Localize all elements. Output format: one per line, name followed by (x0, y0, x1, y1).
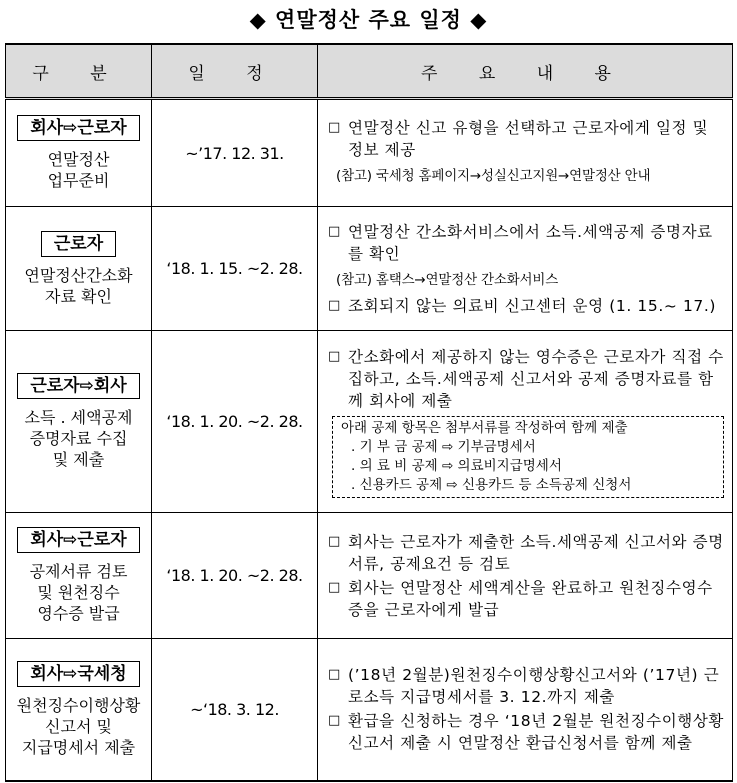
category-line: 증명자료 수집 (29, 429, 128, 448)
date-cell: ‘18. 1. 20. ~2. 28. (152, 331, 318, 513)
table-row (6, 513, 733, 639)
content-cell (318, 99, 733, 207)
category-line: 원천징수이행상황 (16, 695, 141, 715)
checkbox-bullet-icon: □ (328, 713, 341, 729)
list-item: □ (’18년 2월분)원천징수이행상황신고서와 (’17년) 근로소득 지급명세서를 3. 12.까지 제출 (328, 666, 720, 707)
list-item: □ 연말정산 간소화서비스에서 소득.세액공제 증명자료를 확인 (328, 222, 713, 263)
checkbox-bullet-icon: □ (328, 348, 341, 364)
content-cell (318, 639, 733, 781)
actor-tag: 회사⇨근로자 (17, 115, 139, 141)
category-line: 자료 확인 (45, 286, 112, 306)
category-cell (6, 331, 152, 513)
page-title: ◆ 연말정산 주요 일정 ◆ (249, 8, 488, 32)
category-line: 소득 . 세액공제 (24, 408, 133, 427)
checkbox-bullet-icon: □ (328, 579, 341, 595)
reference-note: (참고) 국세청 홈페이지→성실신고지원→연말정산 안내 (336, 168, 651, 184)
attachment-lead: 아래 공제 항목은 첨부서류를 작성하여 함께 제출 (341, 419, 628, 436)
actor-tag: 회사⇨근로자 (17, 527, 139, 553)
reference-note: (참고) 홈택스→연말정산 간소화서비스 (336, 271, 559, 288)
category-line: 및 원천징수 (37, 583, 120, 602)
actor-tag: 근로자 (41, 231, 116, 257)
checkbox-bullet-icon: □ (328, 223, 341, 239)
header-content: 주 요 내 용 (318, 44, 733, 99)
date-cell: ‘18. 1. 20. ~2. 28. (152, 513, 318, 639)
attachment-box (332, 416, 724, 498)
category-line: 연말정산 (47, 150, 110, 169)
category-cell (6, 207, 152, 331)
date-cell: ~’17. 12. 31. (152, 99, 318, 207)
table-row (6, 99, 733, 207)
category-cell (6, 639, 152, 781)
attachment-line: . 기 부 금 공제 ⇨ 기부금명세서 (351, 438, 536, 455)
schedule-table (5, 43, 733, 782)
table-row (6, 207, 733, 331)
list-item: □ 간소화에서 제공하지 않는 영수증은 근로자가 직접 수집하고, 소득.세액공제 신고서와 공제 증명자료를 함께 회사에 제출 (328, 347, 724, 410)
category-line: 업무준비 (47, 171, 110, 190)
table-row (6, 331, 733, 513)
actor-tag: 회사⇨국세청 (17, 661, 139, 687)
category-line: 영수증 발급 (37, 604, 120, 623)
table-header-row (6, 44, 733, 99)
category-line: 공제서류 검토 (29, 562, 128, 581)
checkbox-bullet-icon: □ (328, 120, 341, 135)
checkbox-bullet-icon: □ (328, 667, 341, 683)
category-cell (6, 99, 152, 207)
category-line: 지급명세서 제출 (21, 737, 136, 757)
attachment-line: . 의 료 비 공제 ⇨ 의료비지급명세서 (351, 457, 562, 474)
attachment-line: . 신용카드 공제 ⇨ 신용카드 등 소득공제 신청서 (351, 476, 632, 493)
category-line: 및 제출 (52, 450, 105, 469)
category-line: 신고서 및 (45, 716, 112, 736)
category-line: 연말정산간소화 (24, 265, 133, 285)
list-item: □ 회사는 근로자가 제출한 소득.세액공제 신고서와 증명서류, 공제요건 등 검토 (328, 532, 724, 573)
content-cell (318, 513, 733, 639)
checkbox-bullet-icon: □ (328, 297, 341, 313)
category-cell (6, 513, 152, 639)
date-cell: ~‘18. 3. 12. (152, 639, 318, 781)
table-row (6, 639, 733, 781)
actor-tag: 근로자⇨회사 (17, 373, 139, 399)
list-item: □ 회사는 연말정산 세액계산을 완료하고 원천징수영수증을 근로자에게 발급 (328, 578, 713, 619)
date-cell: ‘18. 1. 15. ~2. 28. (152, 207, 318, 331)
header-category: 구 분 (6, 44, 152, 99)
list-item: □ 연말정산 신고 유형을 선택하고 근로자에게 일정 및 정보 제공 (328, 119, 709, 159)
list-item: □ 조회되지 않는 의료비 신고센터 운영 (1. 15.~ 17.) (328, 296, 717, 315)
content-cell (318, 207, 733, 331)
list-item: □ 환급을 신청하는 경우 ‘18년 2월분 원천징수이행상황신고서 제출 시 연말정산 환급신청서를 함께 제출 (328, 712, 725, 753)
content-cell (318, 331, 733, 513)
header-schedule: 일 정 (152, 44, 318, 99)
checkbox-bullet-icon: □ (328, 533, 341, 549)
